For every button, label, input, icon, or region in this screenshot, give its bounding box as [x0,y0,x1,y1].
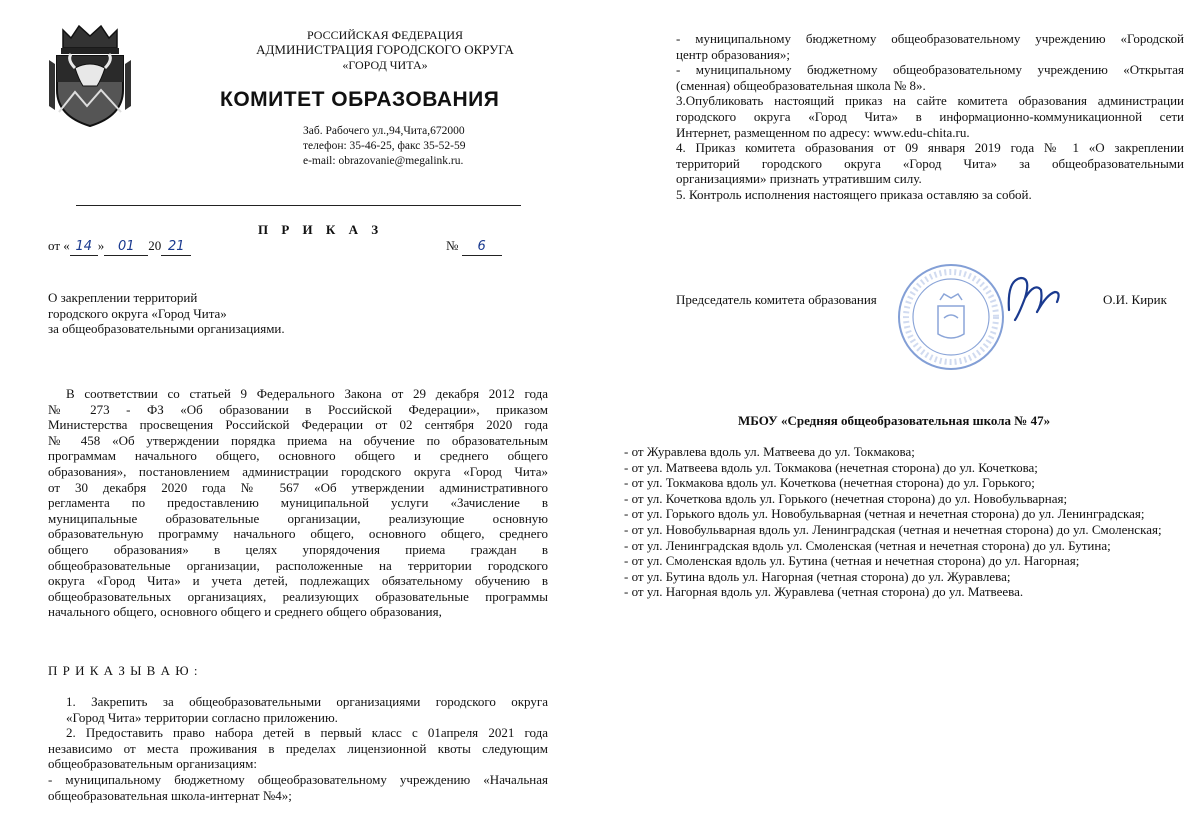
preamble-line: образовательную программу начального общего, основного общего, среднего [48,526,548,542]
preamble-line: от 30 декабря 2020 года № 567 «Об утверждении административного [48,479,548,495]
preamble-line: общеобразовательные организации, расположенные на территории городского [48,557,548,573]
preamble-line: Министерства просвещения Российской Федерации от 02 сентября 2020 года [48,417,548,433]
continuation-line: 5. Контроль исполнения настоящего приказа оставляю за собой. [676,186,1032,202]
continuation-line: организациями» признать утратившим силу. [676,171,922,187]
continuation-line: центр образования»; [676,46,790,62]
order-item-line: - муниципальному бюджетному общеобразовательному учреждению «Начальная [48,771,548,787]
continuation-line: (сменная) общеобразовательная школа № 8». [676,77,926,93]
city-coat-of-arms-icon [45,20,135,130]
header-divider [76,205,521,206]
order-item-line: 2. Предоставить право набора детей в первый класс с 01апреля 2021 года [66,725,548,741]
continuation-line: городского округа «Город Чита» в информационно-коммуникационной сети [676,108,1184,124]
street-line: - от ул. Новобульварная вдоль ул. Ленинградская (четная и нечетная сторона) до ул. Смоленская; [624,521,1162,537]
preamble-line: начального общего, основного общего и среднего общего образования, [48,604,442,620]
street-line: - от ул. Смоленская вдоль ул. Бутина (четная и нечетная сторона) до ул. Нагорная; [624,553,1080,569]
contact-email: e-mail: obrazovanie@megalink.ru. [303,155,464,167]
preamble-line: программам начального общего, основного общего и среднего общего [48,448,548,464]
order-title: П Р И К А З [258,222,384,237]
subject-line: городского округа «Город Чита» [48,305,227,321]
preamble-line: общего образования» в целях упорядочения приема граждан в [48,541,548,557]
header-country: РОССИЙСКАЯ ФЕДЕРАЦИЯ [306,28,464,42]
preamble-line: округа «Город Чита» и учета детей, подлежащих обязательному обучению в [48,573,548,589]
contact-block [303,124,465,169]
street-line: - от Журавлева вдоль ул. Матвеева до ул. Токмакова; [624,444,915,459]
signature-name: О.И. Кирик [1103,292,1167,307]
date-month: 01 [104,239,148,256]
subject-line: за общеобразовательными организациями. [48,321,285,337]
official-seal-icon [896,262,1006,372]
order-item-line: независимо от места проживания в пределах лицензионной квоты следующим [48,740,548,756]
preamble-line: общеобразовательных организациях, реализующих образовательные программы [48,588,548,604]
preamble [48,386,548,620]
number-label: № [446,238,459,253]
contact-address: Заб. Рабочего ул.,94,Чита,672000 [303,125,465,137]
preamble-line: муниципальные образовательные организации, реализующие основную [48,510,548,526]
order-items [48,694,548,803]
preamble-line: образования», постановлением администрации городского округа «Город Чита» [48,463,548,479]
date-day: 14 [70,239,98,256]
preamble-line: № 458 «Об утверждении порядка приема на обучение по образовательным [48,432,548,448]
order-subject [48,290,285,337]
document-page-left [0,0,590,821]
date-year-prefix: 20 [148,238,162,253]
contact-phone: телефон: 35-46-25, факс 35-52-59 [303,140,466,152]
order-item-line: 1. Закрепить за общеобразовательными организациями городского округа [66,694,548,709]
order-item-line: общеобразовательная школа-интернат №4»; [48,787,292,803]
date-year-suffix: 21 [161,239,191,256]
handwritten-signature-icon [1001,268,1071,328]
street-line: - от ул. Ленинградская вдоль ул. Смоленская (четная и нечетная сторона) до ул. Бутина; [624,537,1111,553]
date-prefix: от « [48,238,70,253]
order-date [48,238,191,256]
signature-position: Председатель комитета образования [676,292,877,307]
order-item-line: «Город Чита» территории согласно приложению. [66,709,338,725]
order-number [446,238,502,256]
order-continuation [676,31,1184,203]
subject-line: О закреплении территорий [48,290,198,305]
date-separator: » [97,238,105,253]
preamble-line: В соответствии со статьей 9 Федерального Закона от 29 декабря 2012 года [66,386,548,401]
street-line: - от ул. Бутина вдоль ул. Нагорная (четная сторона) до ул. Журавлева; [624,568,1011,584]
street-line: - от ул. Горького вдоль ул. Новобульварная (четная и нечетная сторона) до ул. Ленинградская; [624,506,1145,522]
street-line: - от ул. Нагорная вдоль ул. Журавлева (четная сторона) до ул. Матвеева. [624,584,1024,600]
street-line: - от ул. Матвеева вдоль ул. Токмакова (нечетная сторона) до ул. Кочеткова; [624,459,1038,475]
street-line: - от ул. Кочеткова вдоль ул. Горького (нечетная сторона) до ул. Новобульварная; [624,490,1068,506]
continuation-line: территорий городского округа «Город Чита» за общеобразовательными [676,155,1184,171]
number-value: 6 [462,239,502,256]
prikazyvayu-heading: П Р И К А З Ы В А Ю : [48,663,199,678]
header-administration: АДМИНИСТРАЦИЯ ГОРОДСКОГО ОКРУГА [256,42,514,57]
continuation-line: 3.Опубликовать настоящий приказ на сайте комитета образования администрации [676,93,1184,109]
school-title: МБОУ «Средняя общеобразовательная школа № 47» [738,413,1051,428]
header-city: «ГОРОД ЧИТА» [342,58,428,72]
street-line: - от ул. Токмакова вдоль ул. Кочеткова (нечетная сторона) до ул. Горького; [624,475,1035,491]
continuation-line: 4. Приказ комитета образования от 09 января 2019 года № 1 «О закреплении [676,140,1184,156]
preamble-line: № 273 - ФЗ «Об образовании в Российской Федерации», приказом [48,401,548,417]
street-list [624,444,1162,600]
continuation-line: - муниципальному бюджетному общеобразовательному учреждению «Городской [676,31,1184,46]
order-item-line: общеобразовательным организациям: [48,756,257,772]
preamble-line: регламента по предоставлению муниципальной услуги «Зачисление в [48,495,548,511]
continuation-line: - муниципальному бюджетному общеобразовательному учреждению «Открытая [676,62,1184,78]
document-page-right [606,0,1197,821]
continuation-line: Интернет, размещенном по адресу: www.edu-chita.ru. [676,124,970,140]
committee-title: КОМИТЕТ ОБРАЗОВАНИЯ [220,88,500,111]
